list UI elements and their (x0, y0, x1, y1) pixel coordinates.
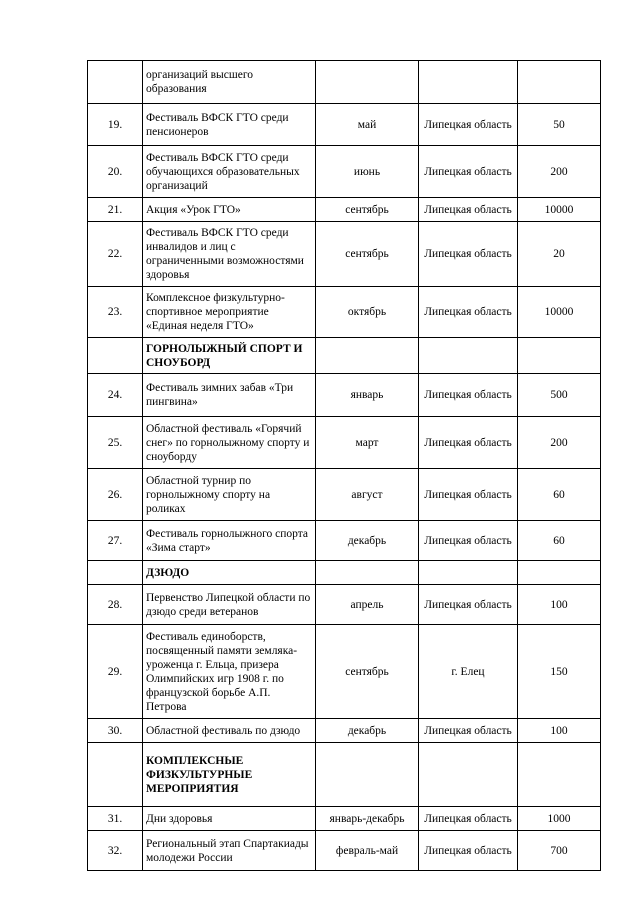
event-place-cell (419, 338, 518, 374)
table-row (88, 374, 601, 417)
row-number-cell (88, 61, 143, 104)
event-place-cell: Липецкая область (419, 719, 518, 743)
event-place-cell: Липецкая область (419, 146, 518, 198)
event-month-cell: май (316, 104, 419, 146)
event-place-cell (419, 743, 518, 807)
participants-count-cell (518, 338, 601, 374)
event-month-cell: сентябрь (316, 198, 419, 222)
section-header-row (88, 561, 601, 585)
row-number-cell (88, 743, 143, 807)
table-row (88, 222, 601, 287)
row-number-cell: 25. (88, 417, 143, 469)
row-number-cell (88, 561, 143, 585)
row-number-cell: 32. (88, 831, 143, 871)
row-number-cell: 28. (88, 585, 143, 625)
participants-count-cell: 60 (518, 469, 601, 521)
row-number-cell (88, 338, 143, 374)
row-number-cell: 19. (88, 104, 143, 146)
event-name-cell: Фестиваль ВФСК ГТО среди инвалидов и лиц с ограниченными возможностями здоровья (143, 222, 316, 287)
event-name-cell: Областной фестиваль по дзюдо (143, 719, 316, 743)
event-place-cell: Липецкая область (419, 222, 518, 287)
row-number-cell: 31. (88, 807, 143, 831)
section-header-row (88, 743, 601, 807)
event-name-cell: Фестиваль ВФСК ГТО среди обучающихся образовательных организаций (143, 146, 316, 198)
participants-count-cell: 200 (518, 146, 601, 198)
event-name-cell: Комплексное физкультурно-спортивное мероприятие «Единая неделя ГТО» (143, 287, 316, 338)
table-row (88, 287, 601, 338)
row-number-cell: 23. (88, 287, 143, 338)
event-place-cell: г. Елец (419, 625, 518, 719)
participants-count-cell: 20 (518, 222, 601, 287)
event-month-cell: март (316, 417, 419, 469)
event-name-cell: Акция «Урок ГТО» (143, 198, 316, 222)
event-place-cell: Липецкая область (419, 374, 518, 417)
event-month-cell (316, 338, 419, 374)
event-place-cell: Липецкая область (419, 469, 518, 521)
event-month-cell (316, 743, 419, 807)
participants-count-cell: 500 (518, 374, 601, 417)
event-name-cell: Областной турнир по горнолыжному спорту на роликах (143, 469, 316, 521)
event-place-cell: Липецкая область (419, 417, 518, 469)
event-month-cell: сентябрь (316, 625, 419, 719)
event-month-cell (316, 61, 419, 104)
table-row (88, 146, 601, 198)
event-month-cell: август (316, 469, 419, 521)
events-table (87, 60, 601, 871)
row-number-cell: 21. (88, 198, 143, 222)
participants-count-cell (518, 561, 601, 585)
row-number-cell: 30. (88, 719, 143, 743)
event-month-cell: июнь (316, 146, 419, 198)
event-place-cell (419, 61, 518, 104)
event-name-cell: организаций высшего образования (143, 61, 316, 104)
event-name-cell: Дни здоровья (143, 807, 316, 831)
event-month-cell: апрель (316, 585, 419, 625)
event-name-cell: Первенство Липецкой области по дзюдо среди ветеранов (143, 585, 316, 625)
event-place-cell: Липецкая область (419, 831, 518, 871)
table-row (88, 625, 601, 719)
event-place-cell (419, 561, 518, 585)
row-number-cell: 29. (88, 625, 143, 719)
event-place-cell: Липецкая область (419, 521, 518, 561)
table-row (88, 469, 601, 521)
event-name-cell: Фестиваль зимних забав «Три пингвина» (143, 374, 316, 417)
event-month-cell: январь-декабрь (316, 807, 419, 831)
event-name-cell: ДЗЮДО (143, 561, 316, 585)
participants-count-cell: 100 (518, 719, 601, 743)
participants-count-cell: 100 (518, 585, 601, 625)
event-name-cell: Фестиваль горнолыжного спорта «Зима старт» (143, 521, 316, 561)
event-place-cell: Липецкая область (419, 198, 518, 222)
event-month-cell: декабрь (316, 719, 419, 743)
table-row (88, 831, 601, 871)
table-row (88, 521, 601, 561)
participants-count-cell: 1000 (518, 807, 601, 831)
event-name-cell: Фестиваль ВФСК ГТО среди пенсионеров (143, 104, 316, 146)
table-row (88, 807, 601, 831)
event-name-cell: КОМПЛЕКСНЫЕ ФИЗКУЛЬТУРНЫЕ МЕРОПРИЯТИЯ (143, 743, 316, 807)
participants-count-cell: 60 (518, 521, 601, 561)
participants-count-cell: 10000 (518, 287, 601, 338)
table-row (88, 104, 601, 146)
event-place-cell: Липецкая область (419, 104, 518, 146)
row-number-cell: 26. (88, 469, 143, 521)
row-number-cell: 24. (88, 374, 143, 417)
table-row (88, 198, 601, 222)
event-month-cell: сентябрь (316, 222, 419, 287)
event-name-cell: Областной фестиваль «Горячий снег» по горнолыжному спорту и сноуборду (143, 417, 316, 469)
participants-count-cell: 10000 (518, 198, 601, 222)
participants-count-cell (518, 61, 601, 104)
table-row (88, 585, 601, 625)
event-name-cell: Региональный этап Спартакиады молодежи России (143, 831, 316, 871)
participants-count-cell: 50 (518, 104, 601, 146)
event-month-cell (316, 561, 419, 585)
table-row (88, 61, 601, 104)
event-month-cell: январь (316, 374, 419, 417)
row-number-cell: 22. (88, 222, 143, 287)
table-row (88, 417, 601, 469)
events-table-body (88, 61, 601, 871)
event-place-cell: Липецкая область (419, 585, 518, 625)
participants-count-cell: 200 (518, 417, 601, 469)
event-month-cell: февраль-май (316, 831, 419, 871)
row-number-cell: 20. (88, 146, 143, 198)
event-place-cell: Липецкая область (419, 807, 518, 831)
event-month-cell: декабрь (316, 521, 419, 561)
event-name-cell: ГОРНОЛЫЖНЫЙ СПОРТ И СНОУБОРД (143, 338, 316, 374)
event-place-cell: Липецкая область (419, 287, 518, 338)
event-month-cell: октябрь (316, 287, 419, 338)
event-name-cell: Фестиваль единоборств, посвященный памяти земляка-уроженца г. Ельца, призера Олимпийских игр 1908 г. по французской борьбе А.П. Петрова (143, 625, 316, 719)
participants-count-cell (518, 743, 601, 807)
participants-count-cell: 700 (518, 831, 601, 871)
section-header-row (88, 338, 601, 374)
participants-count-cell: 150 (518, 625, 601, 719)
row-number-cell: 27. (88, 521, 143, 561)
table-row (88, 719, 601, 743)
